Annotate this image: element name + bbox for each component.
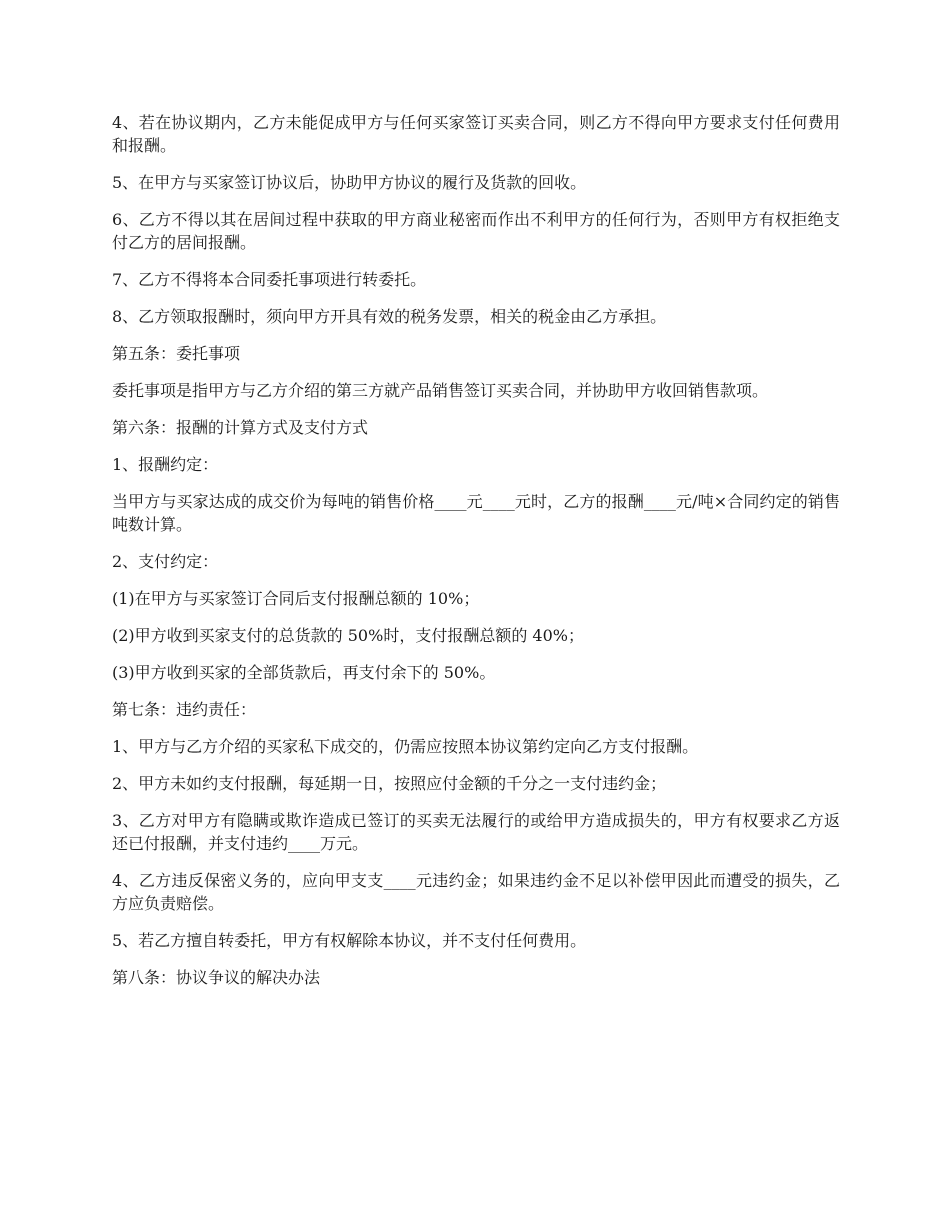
payment-item-2: (2)甲方收到买家支付的总货款的 50%时，支付报酬总额的 40%；	[112, 626, 584, 645]
clause-6-trade-secrets: 6、乙方不得以其在居间过程中获取的甲方商业秘密而作出不利甲方的任何行为，否则甲方有权拒绝支付乙方的居间报酬。	[112, 210, 840, 252]
remuneration-agreement-heading: 1、报酬约定：	[112, 455, 219, 474]
liability-item-1: 1、甲方与乙方介绍的买家私下成交的，仍需应按照本协议第约定向乙方支付报酬。	[112, 737, 699, 756]
liability-item-2: 2、甲方未如约支付报酬，每延期一日，按照应付金额的千分之一支付违约金；	[112, 774, 667, 793]
payment-agreement-heading: 2、支付约定：	[112, 552, 219, 571]
clause-8-tax-invoice: 8、乙方领取报酬时，须向甲方开具有效的税务发票，相关的税金由乙方承担。	[112, 307, 667, 326]
payment-item-3: (3)甲方收到买家的全部货款后，再支付余下的 50%。	[112, 663, 496, 682]
liability-item-4: 4、乙方违反保密义务的，应向甲支支____元违约金；如果违约金不足以补偿甲因此而遭受的损失，乙方应负责赔偿。	[112, 871, 840, 913]
clause-7-no-subcontract: 7、乙方不得将本合同委托事项进行转委托。	[112, 270, 427, 289]
liability-item-3: 3、乙方对甲方有隐瞒或欺诈造成已签订的买卖无法履行的或给甲方造成损失的，甲方有权要求乙方返还已付报酬，并支付违约____万元。	[112, 811, 840, 853]
clause-5-assist-performance: 5、在甲方与买家签订协议后，协助甲方协议的履行及货款的回收。	[112, 173, 587, 192]
liability-item-5: 5、若乙方擅自转委托，甲方有权解除本协议，并不支付任何费用。	[112, 931, 587, 950]
document-body	[112, 111, 840, 1003]
article-7-heading: 第七条：违约责任：	[112, 700, 257, 719]
article-5-body: 委托事项是指甲方与乙方介绍的第三方就产品销售签订买卖合同，并协助甲方收回销售款项。	[112, 381, 769, 400]
clause-4-no-deal-no-fee: 4、若在协议期内，乙方未能促成甲方与任何买家签订买卖合同，则乙方不得向甲方要求支付任何费用和报酬。	[112, 113, 840, 155]
article-6-heading: 第六条：报酬的计算方式及支付方式	[112, 418, 369, 437]
article-8-heading: 第八条：协议争议的解决办法	[112, 968, 321, 987]
payment-item-1: (1)在甲方与买家签订合同后支付报酬总额的 10%；	[112, 589, 480, 608]
remuneration-agreement-body: 当甲方与买家达成的成交价为每吨的销售价格____元____元时，乙方的报酬____元/吨×合同约定的销售吨数计算。	[112, 492, 840, 534]
article-5-heading: 第五条：委托事项	[112, 344, 241, 363]
